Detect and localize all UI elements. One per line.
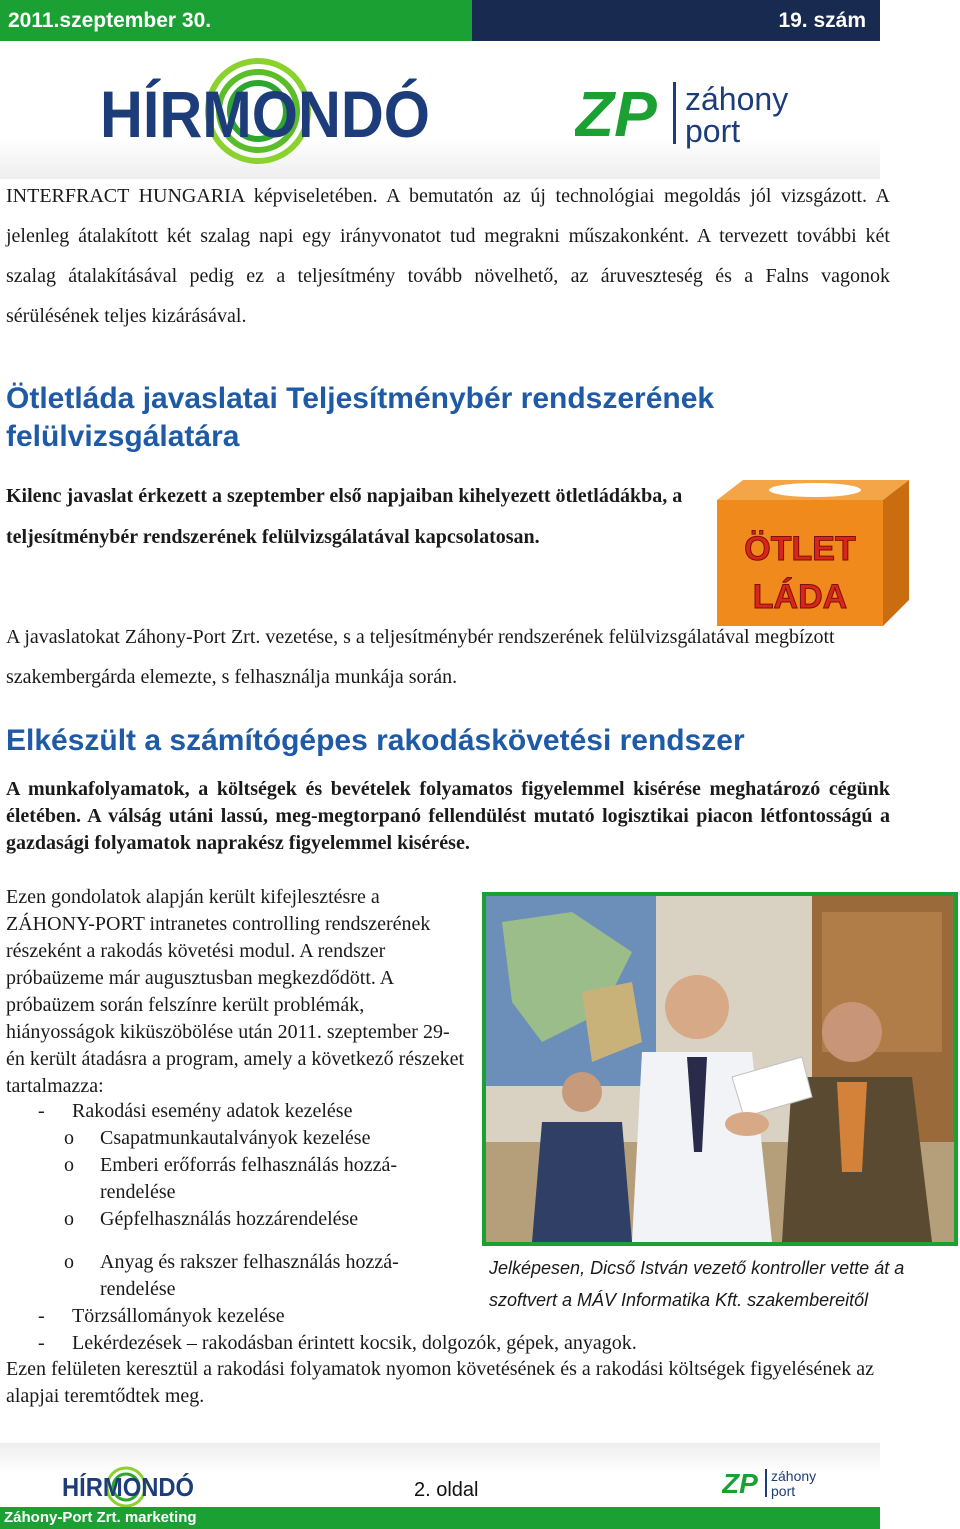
article1-body: A javaslatokat Záhony-Port Zrt. vezetése, s a teljesítménybér rendszerének felülvizsgálatával megbízott szakembergárda elemezte, s felhasználja munkája során. <box>6 626 835 688</box>
issue-number: 19. szám <box>472 0 880 41</box>
dash-bullet: - <box>38 1332 45 1354</box>
zp-line2: port <box>685 113 741 149</box>
hirmondo-logo <box>100 51 440 166</box>
top-bar <box>0 0 880 41</box>
article2-lead: A munkafolyamatok, a költségek és bevételek folyamatos figyelemmel kisérése meghatározó cégünk életében. A válság utáni lassú, meg-megtorpanó fellendülést mutató logisztikai piacon létfontosságú a gazdasági folyamatok naprakész figyelemmel kisérése. <box>6 778 890 854</box>
list-item-text: Lekérdezések – rakodásban érintett kocsik, dolgozók, gépek, anyagok. <box>72 1332 637 1354</box>
circle-bullet: o <box>64 1154 74 1176</box>
footer-zp-line1: záhony <box>771 1468 817 1484</box>
zp-mark: ZP <box>575 78 657 150</box>
footer-zp-mark: ZP <box>722 1468 758 1499</box>
list-subitem-text-cont: rendelése <box>100 1181 176 1203</box>
article1-title: Ötletláda javaslatai Teljesítménybér rendszerének felülvizsgálatára <box>6 382 715 453</box>
dash-bullet: - <box>38 1305 45 1327</box>
article1-lead: Kilenc javaslat érkezett a szeptember első napjaiban kihelyezett ötletládákba, a teljesítménybér rendszerének felülvizsgálatával kapcsolatosan. <box>6 485 683 548</box>
list-item-text: Törzsállományok kezelése <box>72 1305 285 1327</box>
handover-photo <box>482 892 958 1246</box>
list-item-text: Rakodási esemény adatok kezelése <box>72 1100 353 1122</box>
article2-title: Elkészült a számítógépes rakodáskövetési rendszer <box>6 724 745 757</box>
zahony-port-logo-small <box>722 1465 822 1501</box>
list-subitem-text: Gépfelhasználás hozzárendelése <box>100 1208 359 1230</box>
logo-wordmark: HÍRMONDÓ <box>100 77 430 151</box>
masthead <box>0 41 880 179</box>
idea-box-icon <box>713 476 909 628</box>
zahony-port-logo <box>575 74 805 154</box>
box-label-2: LÁDA <box>752 578 848 616</box>
list-subitem-text: Anyag és rakszer felhasználás hozzá- <box>100 1251 399 1273</box>
circle-bullet: o <box>64 1127 74 1149</box>
box-label-1: ÖTLET <box>744 530 856 568</box>
list-subitem-text-cont: rendelése <box>100 1278 176 1300</box>
article2-body: Ezen gondolatok alapján került kifejlesztésre a ZÁHONY-PORT intranetes controlling rendszerének részeként a rakodás követési modul. A rendszer próbaüzeme már augusztusban megkezdődött. A próbaüzem során felszínre került problémák, hiányosságok kiküszöbölése után 2011. szeptember 29-én került átadásra a program, amely a következő részeket tartalmazza: <box>6 886 465 1097</box>
issue-date: 2011.szeptember 30. <box>0 0 472 41</box>
hirmondo-logo-small <box>60 1463 200 1507</box>
dash-bullet: - <box>38 1100 45 1122</box>
footer-logo-wordmark: HÍRMONDÓ <box>62 1472 194 1502</box>
list-subitem-text: Csapatmunkautalványok kezelése <box>100 1127 371 1149</box>
intro-paragraph: INTERFRACT HUNGARIA képviseletében. A bemutatón az új technológiai megoldás jól vizsgázott. A jelenleg átalakított két szalag napi egy irányvonatot tud megrakni műszakonként. A tervezett további két szalag átalakításával pedig ez a teljesítmény tovább növelhető, az áruveszteség és a Falns vagonok sérülésének teljes kizárásával. <box>6 185 890 327</box>
closing-paragraph: Ezen felületen keresztül a rakodási folyamatok nyomon követésének és a rakodási költségek figyelésének az alapjai teremtődtek meg. <box>6 1358 874 1407</box>
page-number: 2. oldal <box>414 1479 479 1501</box>
list-subitem-text: Emberi erőforrás felhasználás hozzá- <box>100 1154 398 1176</box>
footer-credit: Záhony-Port Zrt. marketing <box>0 1507 880 1529</box>
footer-zp-line2: port <box>771 1483 796 1499</box>
photo-caption: Jelképesen, Dicső István vezető kontroller vette át a szoftvert a MÁV Informatika Kft. szakembereitől <box>489 1258 905 1310</box>
footer <box>0 1443 880 1529</box>
circle-bullet: o <box>64 1251 74 1273</box>
circle-bullet: o <box>64 1208 74 1230</box>
zp-line1: záhony <box>685 81 789 117</box>
